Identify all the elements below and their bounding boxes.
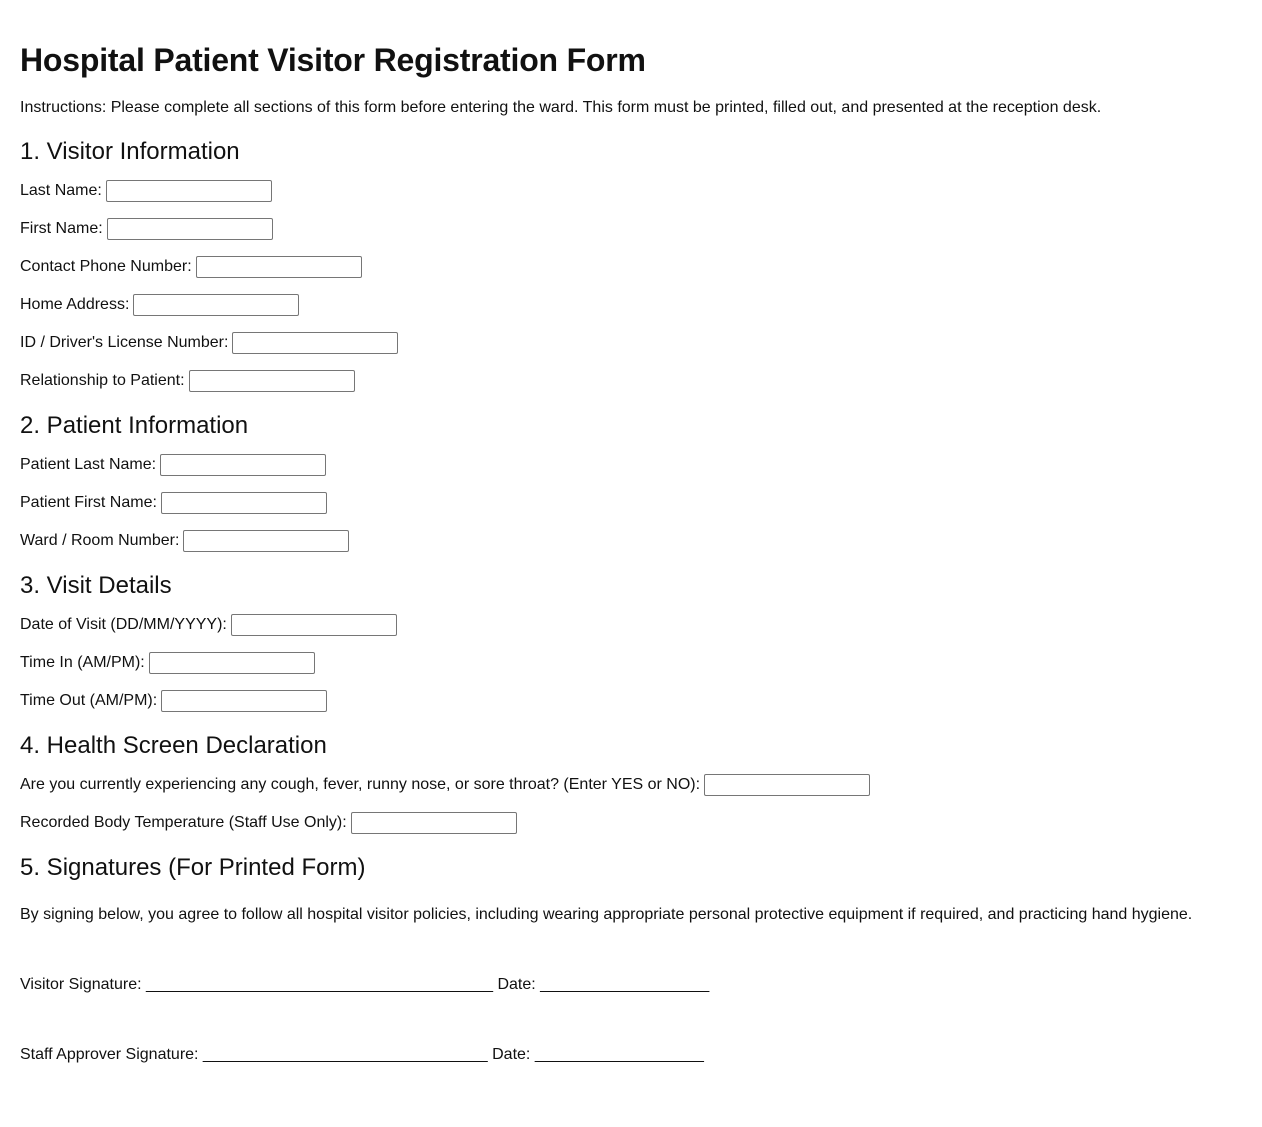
visit-fields: [20, 614, 1242, 712]
home-address-input[interactable]: [133, 294, 299, 316]
temperature-label: Recorded Body Temperature (Staff Use Only):: [20, 814, 347, 831]
id-number-input[interactable]: [232, 332, 398, 354]
symptoms-label: Are you currently experiencing any cough, fever, runny nose, or sore throat? (Enter YES or NO):: [20, 776, 701, 793]
time-out-input[interactable]: [161, 690, 327, 712]
time-in-input[interactable]: [149, 652, 315, 674]
patient-last-name-row: [20, 454, 1242, 476]
patient-first-name-row: [20, 492, 1242, 514]
relationship-input[interactable]: [189, 370, 355, 392]
health-screen-section: [20, 731, 1242, 834]
ward-room-input[interactable]: [183, 530, 349, 552]
signatures-section: [20, 853, 1242, 1065]
visit-date-input[interactable]: [231, 614, 397, 636]
staff-signature-line: Staff Approver Signature: ________________________________ Date: ___________________: [20, 1046, 704, 1063]
visitor-fields: [20, 180, 1242, 392]
visit-date-row: [20, 614, 1242, 636]
signature-agreement-text: By signing below, you agree to follow all hospital visitor policies, including wearing appropriate personal protective equipment if required, and practicing hand hygiene.: [20, 906, 1193, 923]
visitor-signature-line: Visitor Signature: _______________________________________ Date: ___________________: [20, 976, 710, 993]
patient-last-name-label: Patient Last Name:: [20, 456, 157, 473]
symptoms-input[interactable]: [704, 774, 870, 796]
patient-last-name-input[interactable]: [160, 454, 326, 476]
section-title-visitor: 1. Visitor Information: [20, 138, 240, 165]
visit-details-section: [20, 571, 1242, 712]
temperature-input[interactable]: [351, 812, 517, 834]
section-title-visit: 3. Visit Details: [20, 572, 172, 599]
patient-first-name-input[interactable]: [161, 492, 327, 514]
visitor-last-name-label: Last Name:: [20, 182, 102, 199]
symptoms-row: [20, 774, 1242, 796]
temperature-row: [20, 812, 1242, 834]
section-title-health: 4. Health Screen Declaration: [20, 732, 327, 759]
patient-fields: [20, 454, 1242, 552]
relationship-row: [20, 370, 1242, 392]
time-in-row: [20, 652, 1242, 674]
page-title: Hospital Patient Visitor Registration Form: [20, 42, 646, 78]
time-out-label: Time Out (AM/PM):: [20, 692, 158, 709]
section-title-patient: 2. Patient Information: [20, 412, 249, 439]
visitor-first-name-label: First Name:: [20, 220, 103, 237]
id-number-label: ID / Driver's License Number:: [20, 334, 229, 351]
contact-phone-row: [20, 256, 1242, 278]
home-address-label: Home Address:: [20, 296, 130, 313]
section-title-signatures: 5. Signatures (For Printed Form): [20, 854, 366, 881]
visitor-information-section: [20, 137, 1242, 392]
ward-room-row: [20, 530, 1242, 552]
visitor-last-name-row: [20, 180, 1242, 202]
relationship-label: Relationship to Patient:: [20, 372, 185, 389]
visitor-first-name-row: [20, 218, 1242, 240]
home-address-row: [20, 294, 1242, 316]
ward-room-label: Ward / Room Number:: [20, 532, 180, 549]
visitor-last-name-input[interactable]: [106, 180, 272, 202]
health-fields: [20, 774, 1242, 834]
visit-date-label: Date of Visit (DD/MM/YYYY):: [20, 616, 227, 633]
id-number-row: [20, 332, 1242, 354]
form-instructions: Instructions: Please complete all sections of this form before entering the ward. This form must be printed, filled out, and presented at the reception desk.: [20, 99, 1102, 116]
visitor-first-name-input[interactable]: [107, 218, 273, 240]
time-in-label: Time In (AM/PM):: [20, 654, 145, 671]
contact-phone-input[interactable]: [196, 256, 362, 278]
time-out-row: [20, 690, 1242, 712]
patient-first-name-label: Patient First Name:: [20, 494, 157, 511]
contact-phone-label: Contact Phone Number:: [20, 258, 192, 275]
patient-information-section: [20, 411, 1242, 552]
